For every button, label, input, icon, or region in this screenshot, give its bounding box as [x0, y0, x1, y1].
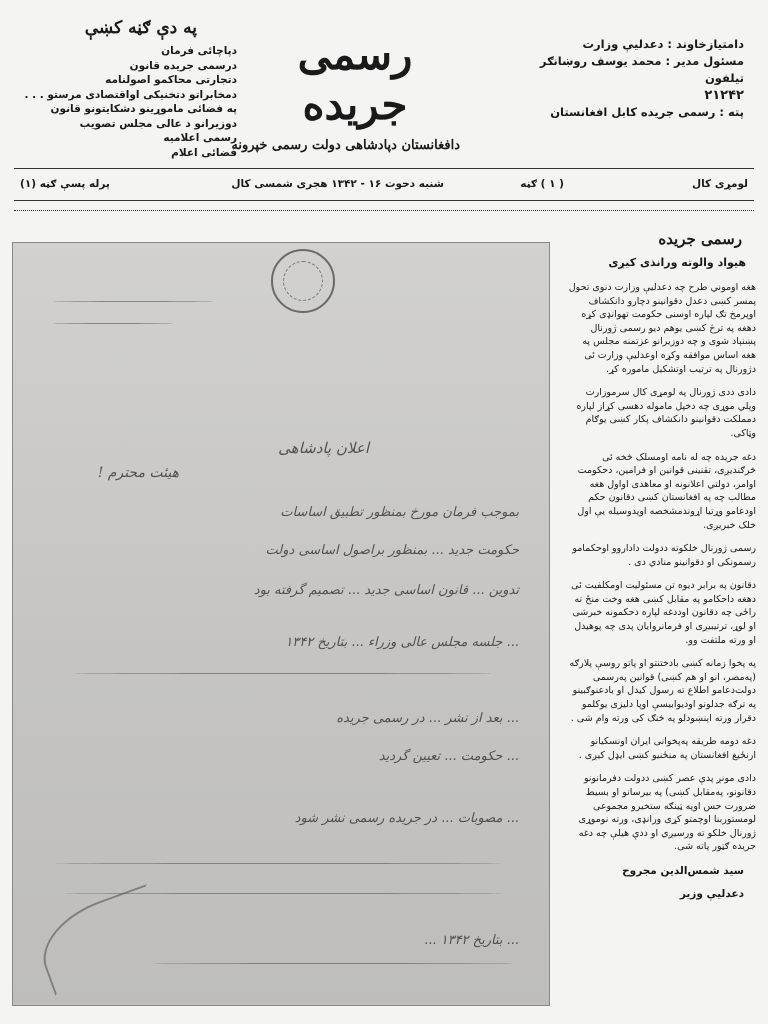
scan-line: حکومت جدید ... بمنظور براصول اساسی دولت	[265, 543, 519, 558]
column-paragraph: په پخوا زمانه کښی بادختنتو او پاتو روسې پلارګه (په‌مصر، انو او هم کښی) قوانین په‌رسمی دولت‌دعامو اطلاع ته رسول کیدل او یادعنوګبینو په ترګه جدلونو اودیوابیسې اوپا دلیزی یوکلمو دقرار ورته اېنښودلو په څنګ کی ورته وام شی .	[569, 658, 756, 724]
masthead-subtitle: دافغانستان دپادشاهی دولت رسمی خپرونه	[231, 138, 460, 153]
scan-mark	[73, 673, 493, 674]
serial-issue: پرله پسې ګڼه (۱)	[20, 178, 110, 190]
phone-label: تیلفون	[704, 71, 744, 85]
contents-item: دوزیرانو د عالی مجلس تصویب	[79, 117, 237, 130]
contents-item: دمخابراتو دتخنیکی اواقتصادی مرستو . . .	[24, 88, 237, 101]
contents-item: فضائی اعلام	[171, 146, 237, 159]
contents-item: په فضائی ماموړینو دشکایتونو قانون	[50, 103, 237, 115]
editorial-column	[566, 230, 756, 902]
masthead-title: رسمی جریده	[297, 30, 413, 129]
scan-line: بموجب فرمان مورخ بمنظور تطبیق اساسات	[280, 505, 519, 520]
scan-mark	[153, 963, 513, 964]
signature-name: سید شمس‌الدین مجروح	[622, 864, 744, 877]
scan-mark	[53, 863, 503, 864]
editor-line: مسئول مدیر : محمد یوسف روښانګر	[539, 54, 744, 68]
contents-list	[22, 44, 237, 160]
volume-year: لومړی کال	[692, 178, 748, 190]
scan-line: ... جلسه مجلس عالی وزراء ... بتاریخ ۱۳۴۲	[285, 635, 519, 650]
address-line: پته : رسمی جریده کابل افغانستان	[550, 105, 744, 119]
phone-number: ۲۱۲۴۲	[704, 88, 744, 103]
column-paragraph: دادی مونږ پدې عصر کښی ددولت دفرمانونو دقانونو، په‌مقابل کښی) په بیرسانو او بسیط ضرورت حس اوپه ټینګه ستخیرو مجموعی لومستوربنا اوچمتو کړی ورانډی، ورته نوموړی ژورنال خلکو ته ورسیږي او ددې هیلې چه دغه جریده ګټور پاته شی.	[578, 773, 756, 853]
scan-line: تدوین ... قانون اساسی جدید ... تصمیم گرفته بود	[253, 583, 519, 598]
royal-seal-icon	[271, 249, 335, 313]
contents-item: دپاچائی فرمان	[161, 45, 237, 57]
owner-line: دامتیازخاوند : دعدلیې وزارت	[582, 37, 744, 51]
scan-line: ... مصوبات ... در جریده رسمی نشر شود	[294, 811, 519, 826]
masthead	[231, 30, 460, 153]
contents-item: دتجارتی محاکمو اصولنامه	[105, 74, 237, 86]
issue-number: ( ۱ ) ګڼه	[520, 178, 564, 190]
header-rule-top	[14, 168, 754, 169]
column-paragraph: دغه دومه طریقه په‌پخوانی ایران اونسکیانو ارنځیغ افغانستان په منځنیو کښی ایډل کیږی .	[578, 736, 756, 761]
scan-mark	[53, 323, 173, 324]
header-rule-dotted	[14, 210, 754, 211]
signature-mark	[30, 884, 172, 996]
column-paragraph: دقانون په برابر دیوه تن مسئولیت اومکلفیت ئی دهغه داحکامو په مقابل کښی هغه وخت منځ ته راځی چه دقانون اوددغه لپاره دحکمونه خبرشی او لوړ، ترتیبیږی او فرمانروایان پدی چه پوهیدل او ورته ملتفت وو.	[571, 580, 756, 646]
publisher-info	[519, 36, 744, 121]
contents-box	[22, 18, 237, 160]
scan-line: ... بتاریخ ۱۳۴۲ ...	[424, 933, 519, 948]
column-paragraph: رسمی ژورنال خلکوته ددولت داداروو اوحکمامو رسمونکی او دقوانینو منادي دی .	[572, 543, 756, 568]
royal-decree-scan	[12, 242, 550, 1006]
contents-heading: پ‍ه دې ګڼه کښې	[84, 18, 197, 38]
date-bar	[14, 174, 754, 196]
column-paragraph: هغه اوموني طرح چه دعدلیې وزارت دنوی تحول پمسر کښی دعدل دقوانینو دچارو دانکشاف اوپرمخ تګ لپاره اوسنی حکومت تهوانډی کړه دهغه په ترڅ کښی یوهم دیو رسمی ژورنال پښنېاد شوی و چه دوزیرانو عزتمنه مجلس په هغه اساس موافقه وکړه اوعدلیې وزارت ئی دژورنال په ترتیب اوتشکیل ماموره کړ.	[568, 282, 756, 375]
column-title: رسمی جریده	[658, 230, 742, 248]
column-paragraph: دادی ددی ژورنال په لومړی کال سرموزارت وپلي موړی چه دخپل ماموله دهسی کړاز لپاره دمملکت دقوانینو دانکشاف پکار کښی یوګام وټاکی.	[576, 387, 756, 439]
column-paragraph: دغه جریده چه له نامه اومسلک څخه ئی څرګندیږی، تقنینی قوانین او فرامین، دحکومت اوامر، دولتي اعلانونه او معاهدی اواول هغه مطالب چه په افغانستان کښی دقانون حکم اودعامو وړتیا اړوندمشخصه اوپدوسیله یې اول خلک خبریږی.	[577, 451, 756, 531]
contents-item: رسمی اعلامیه	[163, 132, 237, 144]
scan-line: ... بعد از نشر ... در رسمی جریده	[336, 711, 519, 726]
scan-mark	[53, 301, 213, 302]
scan-line: اعلان پادشاهی	[278, 439, 369, 457]
header-rule-mid	[14, 200, 754, 201]
column-subtitle: هیواد والوته ورانذی کیږی	[608, 256, 746, 269]
scan-line: هیئت محترم !	[97, 465, 179, 481]
scan-line: ... حکومت ... تعیین گردید	[378, 749, 519, 764]
issue-date: شنبه دحوت ۱۶ - ۱۳۴۲ هجری شمسی کال	[231, 178, 444, 190]
contents-item: درسمی جریده قانون	[129, 59, 237, 72]
signature-title: دعدلیې وزیر	[679, 887, 744, 900]
